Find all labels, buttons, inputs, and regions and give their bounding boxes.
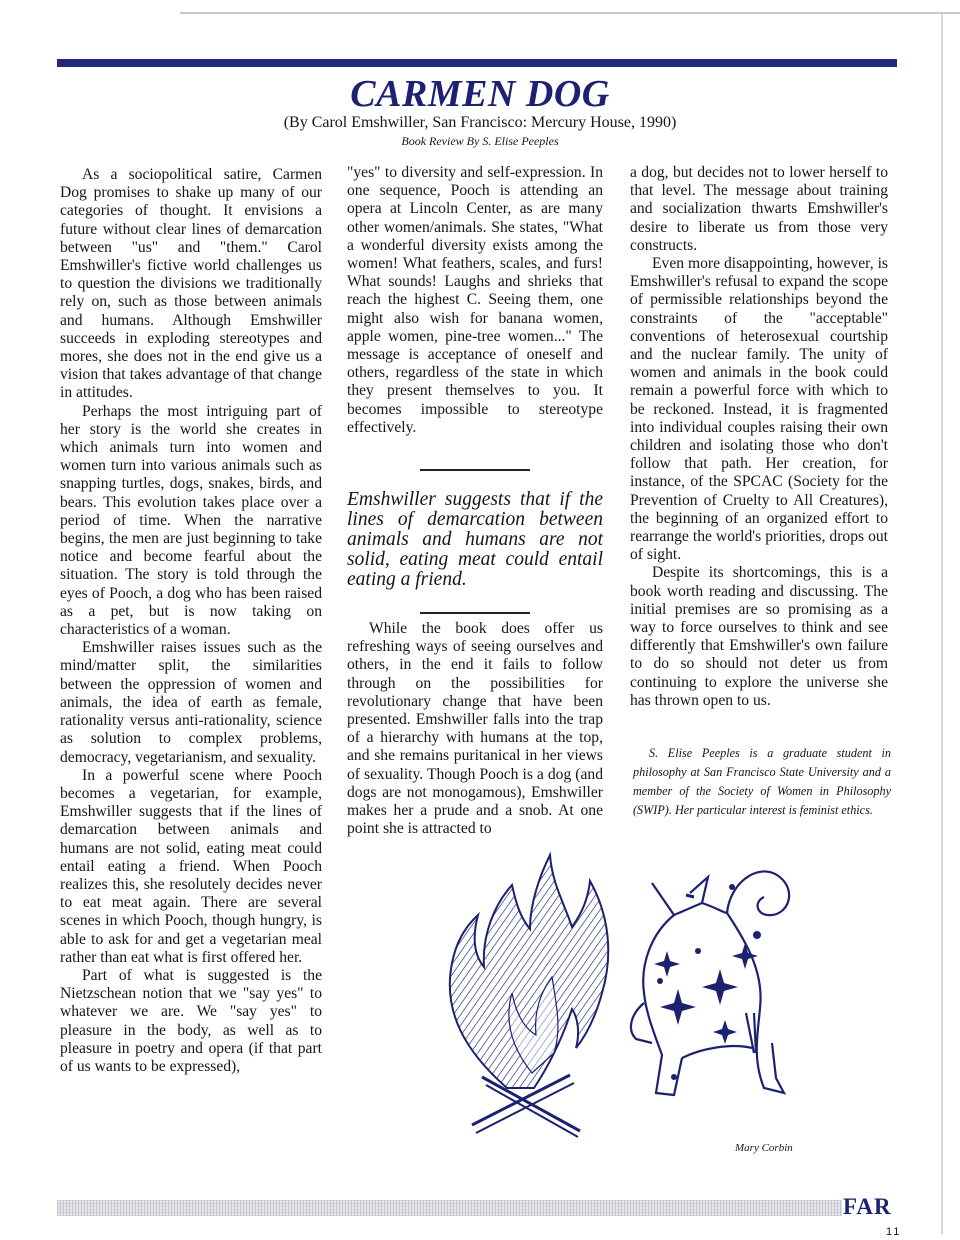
paragraph: While the book does offer us refreshing ways of seeing ourselves and others, in the end it fails to follow through on the possibilities for revolutionary change that have been presented. Emshwiller falls into the trap of a hierarchy with humans at the top, and she remains puritanical in her views of sexuality. Though Pooch is a dog (and dogs are not monogamous), Emshwiller makes her a prude and a snob. At one point she is attracted to (347, 620, 603, 838)
footer-band (57, 1200, 842, 1216)
column-1 (60, 166, 322, 1076)
paragraph: In a powerful scene where Pooch becomes a vegetarian, for example, Emshwiller suggests that if the lines of demarcation between animals and humans are not solid, eating meat could entail eating a friend. When Pooch realizes this, she resolutely decides never to eat meat again. There are several scenes in which Pooch, though hungry, is able to ask for and get a vegetarian meal rather than eat what is first offered her. (60, 766, 322, 966)
paragraph: "yes" to diversity and self-expression. In one sequence, Pooch is attending an opera at Lincoln Center, as are many other women/animals. She states, "What a wonderful diversity exists among the women! What feathers, scales, and furs! What sounds! Laughs and shrieks that reach the highest C. Seeing them, one might also wish for banana women, apple women, pine-tree women..." The message is acceptance of oneself and others, regardless of the state in which they present themselves to you. It becomes impossible to stereotype effectively. (347, 164, 603, 436)
flame-icon (450, 855, 608, 1137)
page-number: 11 (886, 1226, 902, 1238)
column-3 (630, 164, 888, 710)
pull-quote-rule-top (420, 469, 530, 471)
article-title: CARMEN DOG (350, 73, 610, 115)
article-reviewer: Book Review By S. Elise Peeples (401, 134, 559, 148)
scan-edge-right (941, 14, 943, 1234)
paragraph: Even more disappointing, however, is Emshwiller's refusal to expand the scope of permissible relationships beyond the constraints of the "acceptable" conventions of heterosexual courtship and the nuclear family. The unity of women and animals in the book could remain a powerful force with which to be reckoned. Instead, it is fragmented into individual couples raising their own children and isolating those who don't follow that path. Her creation, for instance, of the SPCAC (Society for the Prevention of Cruelty to All Creatures), the beginning of an organized effort to rearrange the world's priorities, drops out of sight. (630, 255, 888, 564)
article-byline: (By Carol Emshwiller, San Francisco: Mercury House, 1990) (283, 114, 677, 131)
paragraph: a dog, but decides not to lower herself to that level. The message about training and socialization thwarts Emshwiller's desire to liberate us from those very constructs. (630, 164, 888, 254)
header-rule (57, 59, 897, 67)
publication-logo: FAR (843, 1194, 892, 1219)
paragraph: Despite its shortcomings, this is a book worth reading and discussing. The initial premises are so promising as a way to force ourselves to think and see differently that Emshwiller's own failure to do so should not deter us from continuing to explore the universe she has thrown open to us. (630, 564, 888, 709)
paragraph: Part of what is suggested is the Nietzschean notion that we "say yes" to whatever we are. We "say yes" to pleasure in the body, as well as to pleasure in poetry and opera (if that part of us wants to be expressed), (60, 966, 322, 1075)
scan-edge-top (180, 12, 960, 14)
pull-quote-rule-bottom (420, 612, 530, 614)
column-2-top (347, 164, 603, 437)
column-2-bottom (347, 620, 603, 838)
illustration-credit: Mary Corbin (735, 1142, 793, 1154)
dog-icon (631, 871, 789, 1095)
author-bio: S. Elise Peeples is a graduate student in philosophy at San Francisco State University and a member of the Society of Women in Philosophy (SWIP). Her particular interest is feminist ethics. (633, 746, 891, 817)
illustration (412, 843, 832, 1143)
paragraph: Emshwiller raises issues such as the mind/matter split, the similarities between the oppression of women and animals, the idea of earth as female, rationality versus anti-rationality, science as solution to complex problems, democracy, vegetarianism, and sexuality. (60, 639, 322, 766)
paragraph: Perhaps the most intriguing part of her story is the world she creates in which animals turn into women and women turn into various animals such as snapping turtles, dogs, snakes, birds, and bears. This evolution takes place over a period of time. When the narrative begins, the men are just beginning to take notice and become fearful about the situation. The story is told through the eyes of Pooch, a dog who has been raised as a pet, but is now taking on characteristics of a woman. (60, 402, 322, 639)
paragraph: As a sociopolitical satire, Carmen Dog promises to shake up many of our categories of thought. It envisions a future without clear lines of demarcation between "us" and "them." Carol Emshwiller's fictive world challenges us to question the divisions we traditionally rely on, such as those between animals and humans. Although Emshwiller succeeds in exploding stereotypes and mores, she does not in the end give us a vision that takes advantage of that change in attitudes. (60, 166, 322, 402)
pull-quote: Emshwiller suggests that if the lines of demarcation between animals and humans are not solid, eating meat could entail eating a friend. (347, 489, 603, 590)
